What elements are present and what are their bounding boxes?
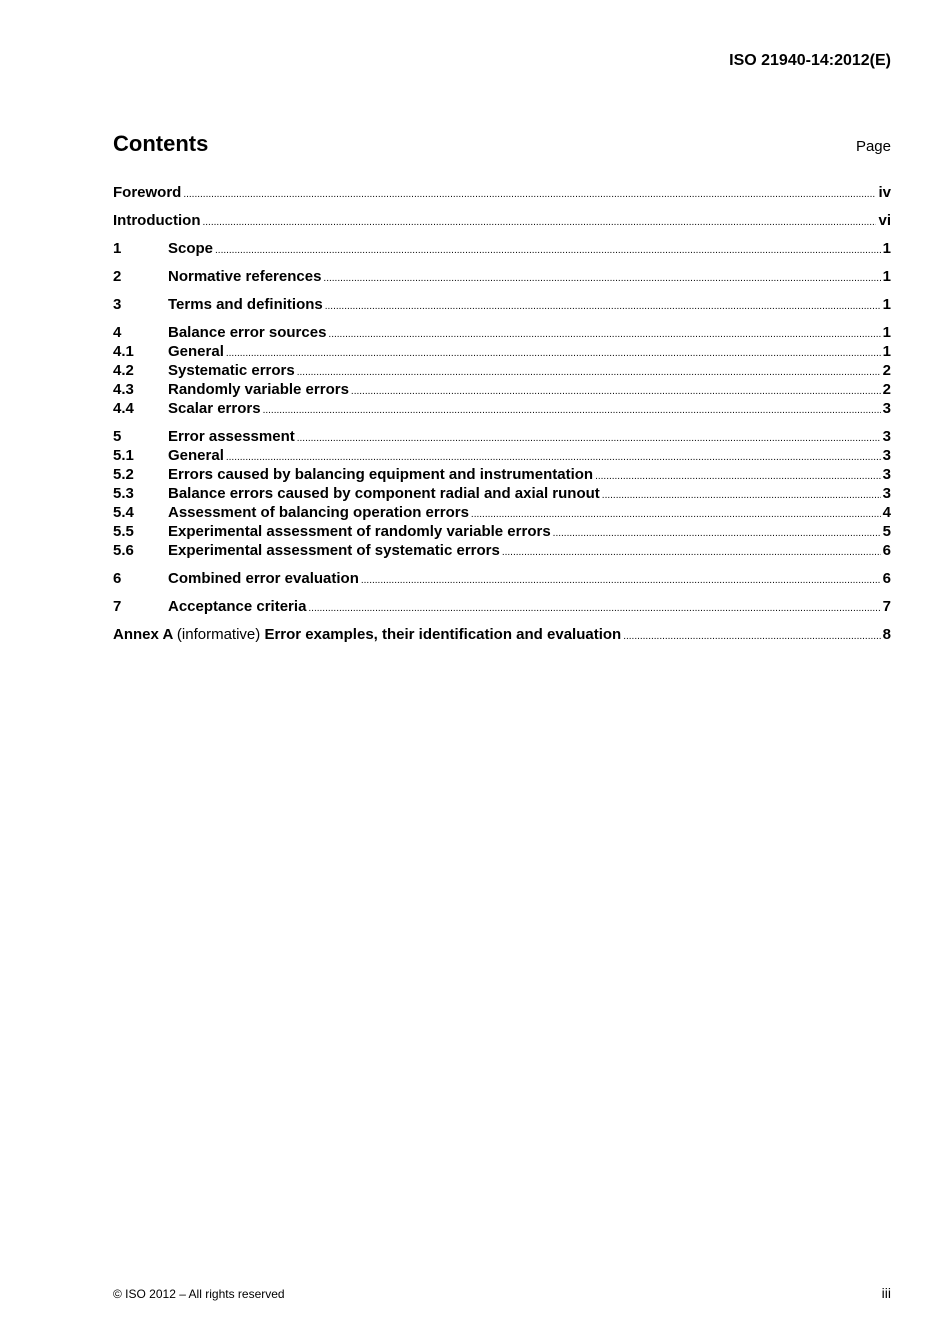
toc-entry[interactable] <box>113 597 891 616</box>
toc-entry-page: 8 <box>882 626 891 643</box>
dot-leader <box>502 543 881 562</box>
toc-entry-title: Normative references <box>168 268 322 285</box>
toc-entry[interactable] <box>113 183 891 202</box>
toc-entry-title: Combined error evaluation <box>168 570 359 587</box>
toc-entry-number: 4 <box>113 324 122 341</box>
toc-entry-page: 3 <box>882 447 891 464</box>
dot-leader <box>361 571 881 590</box>
toc-entry-page: 2 <box>882 362 891 379</box>
dot-leader <box>328 325 880 344</box>
toc-entry-page: 3 <box>882 428 891 445</box>
toc-entry-title: General <box>168 343 224 360</box>
toc-entry[interactable] <box>113 484 891 503</box>
toc-entry[interactable] <box>113 522 891 541</box>
toc-entry-number: 5.4 <box>113 504 134 521</box>
annex-label: Annex A <box>113 626 173 643</box>
dot-leader <box>263 401 881 420</box>
page-column-label: Page <box>855 138 891 155</box>
toc-entry-title: Errors caused by balancing equipment and instrumentation <box>168 466 594 483</box>
toc-entry-page: 6 <box>882 542 891 559</box>
toc-entry[interactable] <box>113 541 891 560</box>
toc-entry-page: 1 <box>882 343 891 360</box>
annex-title: Error examples, their identification and evaluation <box>264 626 622 643</box>
toc-entry[interactable] <box>113 380 891 399</box>
dot-leader <box>351 382 881 401</box>
toc-entry-page: 1 <box>882 268 891 285</box>
toc-entry-number: 5.6 <box>113 542 134 559</box>
toc-entry-page: vi <box>878 212 891 229</box>
toc-entry[interactable] <box>113 342 891 361</box>
document-id: ISO 21940-14:2012(E) <box>729 52 891 69</box>
dot-leader <box>595 467 881 486</box>
toc-entry-page: 5 <box>882 523 891 540</box>
toc-entry-number: 4.1 <box>113 343 134 360</box>
toc-entry-title: Systematic errors <box>168 362 295 379</box>
toc-entry-page: 1 <box>882 240 891 257</box>
toc-entry-number: 5.3 <box>113 485 134 502</box>
toc-entry-number: 5 <box>113 428 122 445</box>
toc-entry-page: 3 <box>882 485 891 502</box>
table-of-contents <box>113 183 891 644</box>
toc-entry-title: General <box>168 447 224 464</box>
dot-leader <box>325 297 881 316</box>
dot-leader <box>297 429 881 448</box>
toc-entry-number: 3 <box>113 296 122 313</box>
toc-entry-page: 3 <box>882 400 891 417</box>
toc-entry[interactable] <box>113 465 891 484</box>
toc-entry-title: Assessment of balancing operation errors <box>168 504 469 521</box>
toc-entry[interactable] <box>113 446 891 465</box>
toc-entry[interactable] <box>113 427 891 446</box>
toc-entry-page: 1 <box>882 324 891 341</box>
toc-entry-page: iv <box>878 184 891 201</box>
toc-entry[interactable] <box>113 211 891 230</box>
dot-leader <box>602 486 881 505</box>
toc-entry[interactable] <box>113 361 891 380</box>
toc-entry-page: 7 <box>882 598 891 615</box>
toc-entry-page: 6 <box>882 570 891 587</box>
toc-entry-title: Experimental assessment of systematic errors <box>168 542 500 559</box>
toc-entry-title: Randomly variable errors <box>168 381 349 398</box>
dot-leader <box>323 269 880 288</box>
toc-entry-number: 7 <box>113 598 122 615</box>
toc-entry-title: Acceptance criteria <box>168 598 307 615</box>
contents-title: Contents <box>113 131 209 156</box>
dot-leader <box>308 599 880 618</box>
toc-entry-number: 1 <box>113 240 122 257</box>
dot-leader <box>183 185 876 204</box>
toc-entry-page: 1 <box>882 296 891 313</box>
toc-entry[interactable] <box>113 399 891 418</box>
toc-entry-title: Scope <box>168 240 214 257</box>
toc-entry-title: Balance errors caused by component radial and axial runout <box>168 485 600 502</box>
annex-qualifier: (informative) <box>176 626 261 643</box>
dot-leader <box>226 344 881 363</box>
annex-title-group <box>113 625 621 644</box>
toc-entry-title: Experimental assessment of randomly variable errors <box>168 523 551 540</box>
toc-entry-title: Introduction <box>113 212 201 229</box>
toc-entry-number: 6 <box>113 570 122 587</box>
dot-leader <box>623 627 880 646</box>
toc-entry[interactable] <box>113 323 891 342</box>
toc-entry-page: 4 <box>882 504 891 521</box>
page-number: iii <box>881 1285 891 1301</box>
toc-entry[interactable] <box>113 503 891 522</box>
toc-entry-title: Balance error sources <box>168 324 327 341</box>
dot-leader <box>553 524 881 543</box>
toc-entry-number: 2 <box>113 268 122 285</box>
toc-entry-number: 5.5 <box>113 523 134 540</box>
toc-entry-number: 5.1 <box>113 447 134 464</box>
toc-entry-title: Scalar errors <box>168 400 261 417</box>
toc-entry[interactable] <box>113 239 891 258</box>
toc-entry-title: Terms and definitions <box>168 296 323 313</box>
toc-entry-number: 5.2 <box>113 466 134 483</box>
toc-entry-title: Error assessment <box>168 428 295 445</box>
toc-entry[interactable] <box>113 569 891 588</box>
copyright-notice: © ISO 2012 – All rights reserved <box>113 1287 285 1301</box>
toc-entry-title: Foreword <box>113 184 182 201</box>
toc-entry-number: 4.3 <box>113 381 134 398</box>
toc-entry[interactable] <box>113 295 891 314</box>
toc-entry-number: 4.2 <box>113 362 134 379</box>
dot-leader <box>215 241 881 260</box>
toc-entry-page: 3 <box>882 466 891 483</box>
dot-leader <box>297 363 881 382</box>
toc-entry-number: 4.4 <box>113 400 134 417</box>
toc-entry-annex[interactable] <box>113 625 891 644</box>
toc-entry-page: 2 <box>882 381 891 398</box>
toc-entry[interactable] <box>113 267 891 286</box>
dot-leader <box>202 213 876 232</box>
